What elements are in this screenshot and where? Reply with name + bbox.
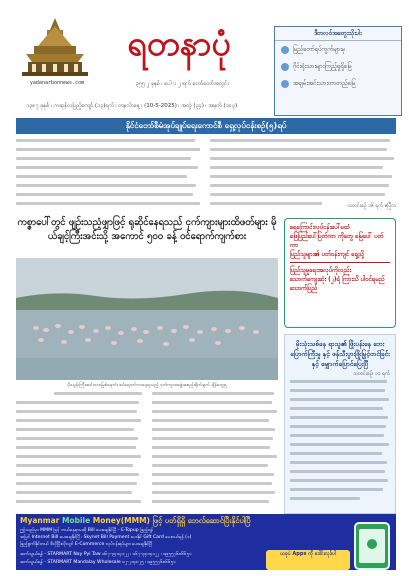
contents-index-label: အချမ်းအင်းသားတာတည်မြေ xyxy=(293,80,356,87)
notice-line: သောက်ပြည် xyxy=(290,285,318,292)
ad-text-line: ဤသည်မှာ MMM ဖြင့် ဘယ်နေရာမဆို Bill ပေးချေနိုင်ပြီ - E-Topup ဖြည့်ရန် xyxy=(20,528,153,533)
main-article-column-right xyxy=(152,390,278,508)
main-headline[interactable]: ကစ္စာပေါ်တွင် ဖျဉ်းသညံ့ဖျှာဖြင့် ရုဆိုင်နေရသည် ငှက်ကျားများထိဖတ်များ မိုယ်ချင့်ကြီးအင်းသို့ အကောင် ၅၀၀ ခန့် ဝင်ရောက်ကျက်စား xyxy=(17,217,277,242)
contents-index-item[interactable] xyxy=(275,58,401,75)
side-story-body xyxy=(290,380,390,504)
top-article-column-right xyxy=(210,137,396,211)
phone-app-icon xyxy=(354,522,390,570)
notice-line: ပြည်သူများ၏ ပတ်ဝန်းကျင် ရှေ့သို့ xyxy=(290,251,364,258)
side-story-byline: သတင်းစဉ်၊ ၁၁ ရက် xyxy=(353,371,390,377)
ad-title-part: Myanmar xyxy=(20,516,62,525)
top-news-banner: နိုင်ငံတော်စီမံအုပ်ချုပ်ရေးကောင်စီ ရှေ့လုပ်ငန်းစဉ်(၅)ရပ် xyxy=(16,118,396,134)
ad-title-part: Mobile xyxy=(61,516,91,525)
contents-index-label: ဂိုင်းရုံးသားများကြည့်ရှုရှိမြေ xyxy=(293,63,352,70)
mobile-money-ad-banner[interactable] xyxy=(16,514,396,570)
paper-title: ရတနာပုံ xyxy=(127,24,231,64)
contents-index-title: ဒီတလဝ်အတွေးသိုးပါး xyxy=(275,27,401,41)
notice-divider xyxy=(290,262,390,263)
ad-title-part: ဖြင့် ပတ်ရှိရှိ ဘေလ်ဆောင်ပြီးနိုင်ပါပြီ xyxy=(152,516,251,525)
notice-line: ဖြေပြည်ပေါ်ပြတ်ကာ ကိုတွေ မြေပေါ် ပတ်ကာ xyxy=(290,233,384,249)
ad-contact-line: ဆက်သွယ်ရန် - STARMART Mandalay Wholesale ၀၂-၂၁၄၈၂၅ ၊ ၀၉၅၅၇၆၈၆၆၅၁ xyxy=(20,560,176,565)
notice-line: ရေကြောင်းလုပ်ငန်းပေါ်မထံ xyxy=(290,224,350,231)
ad-title-part: Money(MMM) xyxy=(90,516,153,525)
mobile-money-ad-title xyxy=(20,516,320,527)
main-article-column-left xyxy=(16,390,142,508)
ad-contact-line: ဆက်သွယ်ရန် - STARMART Nay Pyi Taw ၀၆၇-၃၄၁၄၁၂၂ ၊ ၀၆၇-၃၄၁၄၁၂၂ ၊ ၀၉၅၅၇၆၈၆၆၅၁ xyxy=(20,552,192,557)
side-story-headline[interactable]: မိုးသုံးသစ်နေ ရာသူ၏ ဖြိုးပန်းနေ ဘေးပြောက်ကြီးမှု နှင့် ဖန်သီးပွားဖြိုးမြှင့်တင်ခြင်း နှင့် မျှောက်ပြောင်ပြေးပြီ xyxy=(290,340,390,368)
contents-index-item[interactable] xyxy=(275,75,401,92)
issue-date-line: ၃၅၅ ၂ ခုနှစ် ၊ ပေါ ၁ ၂ ရက် တော်တော်အတွင်း xyxy=(135,81,229,87)
bullet-icon xyxy=(281,46,289,54)
contents-index-box xyxy=(274,26,402,116)
ad-text-line: အပြင် Internet Bill ပေးချေနိုင်ပြီ ၊ Skynet Bill Payment ပေးနိုင် Gift Card ပေးဝယ်ရန် (၁) xyxy=(20,535,192,540)
masthead xyxy=(16,12,396,112)
top-article-column-left xyxy=(16,137,202,211)
contents-index-label: မြည်တော်ရပ်ကွက်များမှ xyxy=(293,46,346,53)
bullet-icon xyxy=(281,80,289,88)
photo-caption: မိုးယွန်းကြီးအင်းသားမြစ်ရောင်း စပ်ရောက်ကာနေရသည့် ငှက်ကျားအဖွဲ့အစည်းရိုက်ချက် ချိန်တွေ့ရ xyxy=(67,383,227,388)
main-article-body xyxy=(16,390,278,510)
ad-text-line: ဖြည့်စွက်နိုင်တယ် ဒီလိုပြီးလိုလျင် E-Commerce လုပ်ငန်းရပ်များ ပေးချေနိုင်ပြီ xyxy=(20,542,153,547)
contents-index-item[interactable] xyxy=(275,41,401,58)
flamingo-lake-photo xyxy=(16,258,278,380)
top-article-body xyxy=(16,137,396,213)
top-article-signoff: သတင်းစဉ် ၁၆ ရက် ဧပြီလ xyxy=(347,203,396,209)
notice-line: ပြည်သူမှုရေးအလုပ်ကိုလည်း xyxy=(290,267,352,274)
bullet-icon xyxy=(281,63,289,71)
side-story xyxy=(284,334,396,514)
pagoda-logo xyxy=(20,16,90,78)
public-notice-box xyxy=(284,218,396,328)
notice-line: သောက်ကျေးဆုံး (၂)ရံ ကြားသိ ပါဝင်ရမည် xyxy=(290,276,385,283)
download-app-promo[interactable]: ယခုပဲ Apps ကို ဒေါင်းလုဒ်ပါ xyxy=(266,550,350,570)
issue-volume-line: ၁၃၈၇ ခုနှစ် ၊ ကဆုန်လပြည့်ကျော် (၁၃)ရက် ၊ တနင်္လာနေ့ ၊ (10-5-2025) ၊ အတွဲ (၃၄) ၊ အမှတ် (၁၀၃) xyxy=(26,103,238,109)
site-url[interactable]: yadanarbonnews.com xyxy=(29,80,85,86)
